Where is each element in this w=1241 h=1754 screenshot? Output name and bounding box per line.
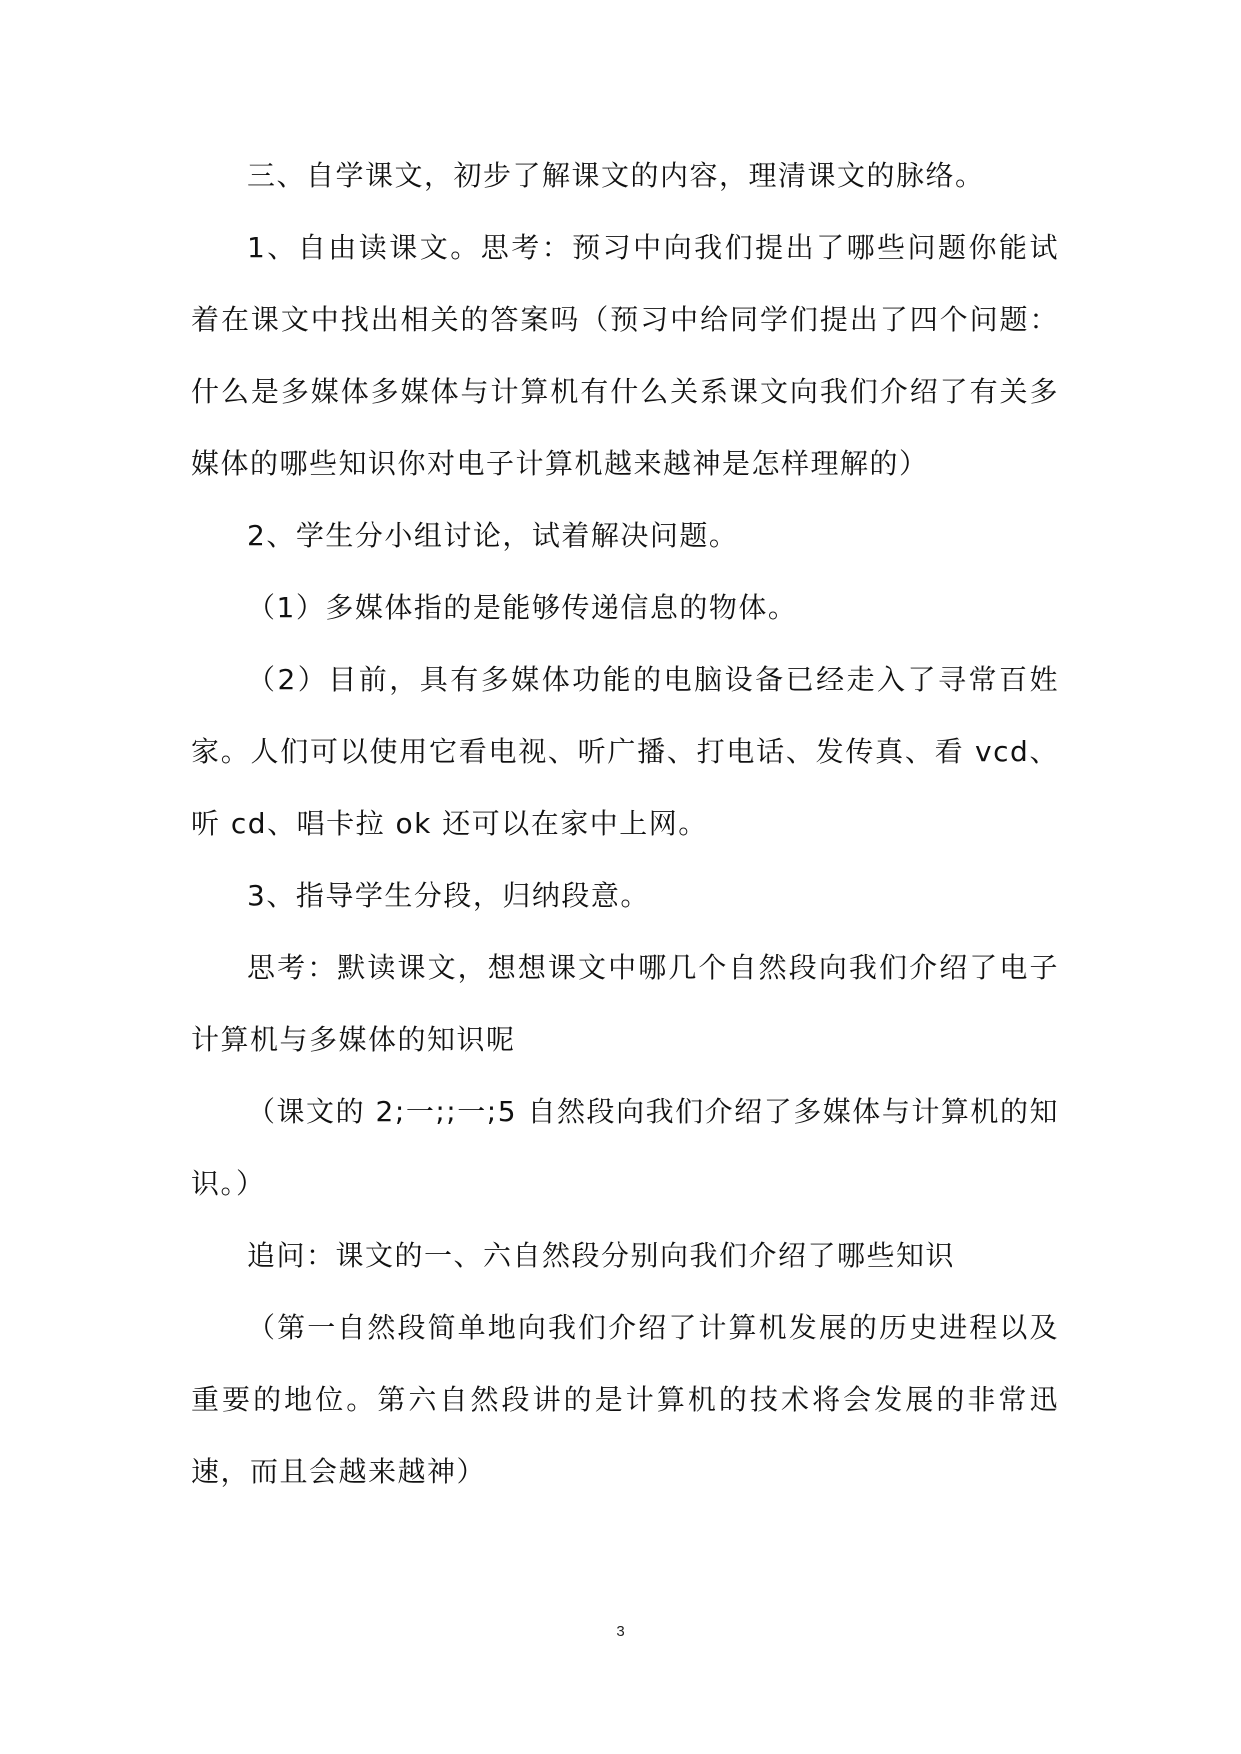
- section-heading: 三、自学课文，初步了解课文的内容，理清课文的脉络。: [247, 159, 985, 192]
- paragraph: 1、自由读课文。思考：预习中向我们提出了哪些问题你能试着在课文中找出相关的答案吗（预习中给同学们提出了四个问题：什么是多媒体多媒体与计算机有什么关系课文向我们介绍了有关多媒体的哪些知识你对电子计算机越来越神是怎样理解的）: [191, 231, 1059, 480]
- paragraph: 追问：课文的一、六自然段分别向我们介绍了哪些知识: [247, 1239, 956, 1272]
- paragraph: 2、学生分小组讨论，试着解决问题。: [247, 519, 739, 552]
- paragraph: （2）目前，具有多媒体功能的电脑设备已经走入了寻常百姓家。人们可以使用它看电视、听广播、打电话、发传真、看 vcd、听 cd、唱卡拉 ok 还可以在家中上网。: [191, 663, 1059, 840]
- paragraph: （第一自然段简单地向我们介绍了计算机发展的历史进程以及重要的地位。第六自然段讲的是计算机的技术将会发展的非常迅速，而且会越来越神）: [191, 1311, 1059, 1488]
- paragraph: 3、指导学生分段，归纳段意。: [247, 879, 650, 912]
- paragraph: （课文的 2;一;;一;5 自然段向我们介绍了多媒体与计算机的知识。）: [191, 1095, 1059, 1200]
- document-body: [191, 140, 1059, 1508]
- paragraph: 思考：默读课文，想想课文中哪几个自然段向我们介绍了电子计算机与多媒体的知识呢: [191, 951, 1059, 1056]
- paragraph: （1）多媒体指的是能够传递信息的物体。: [247, 591, 798, 624]
- page-number: 3: [616, 1623, 625, 1640]
